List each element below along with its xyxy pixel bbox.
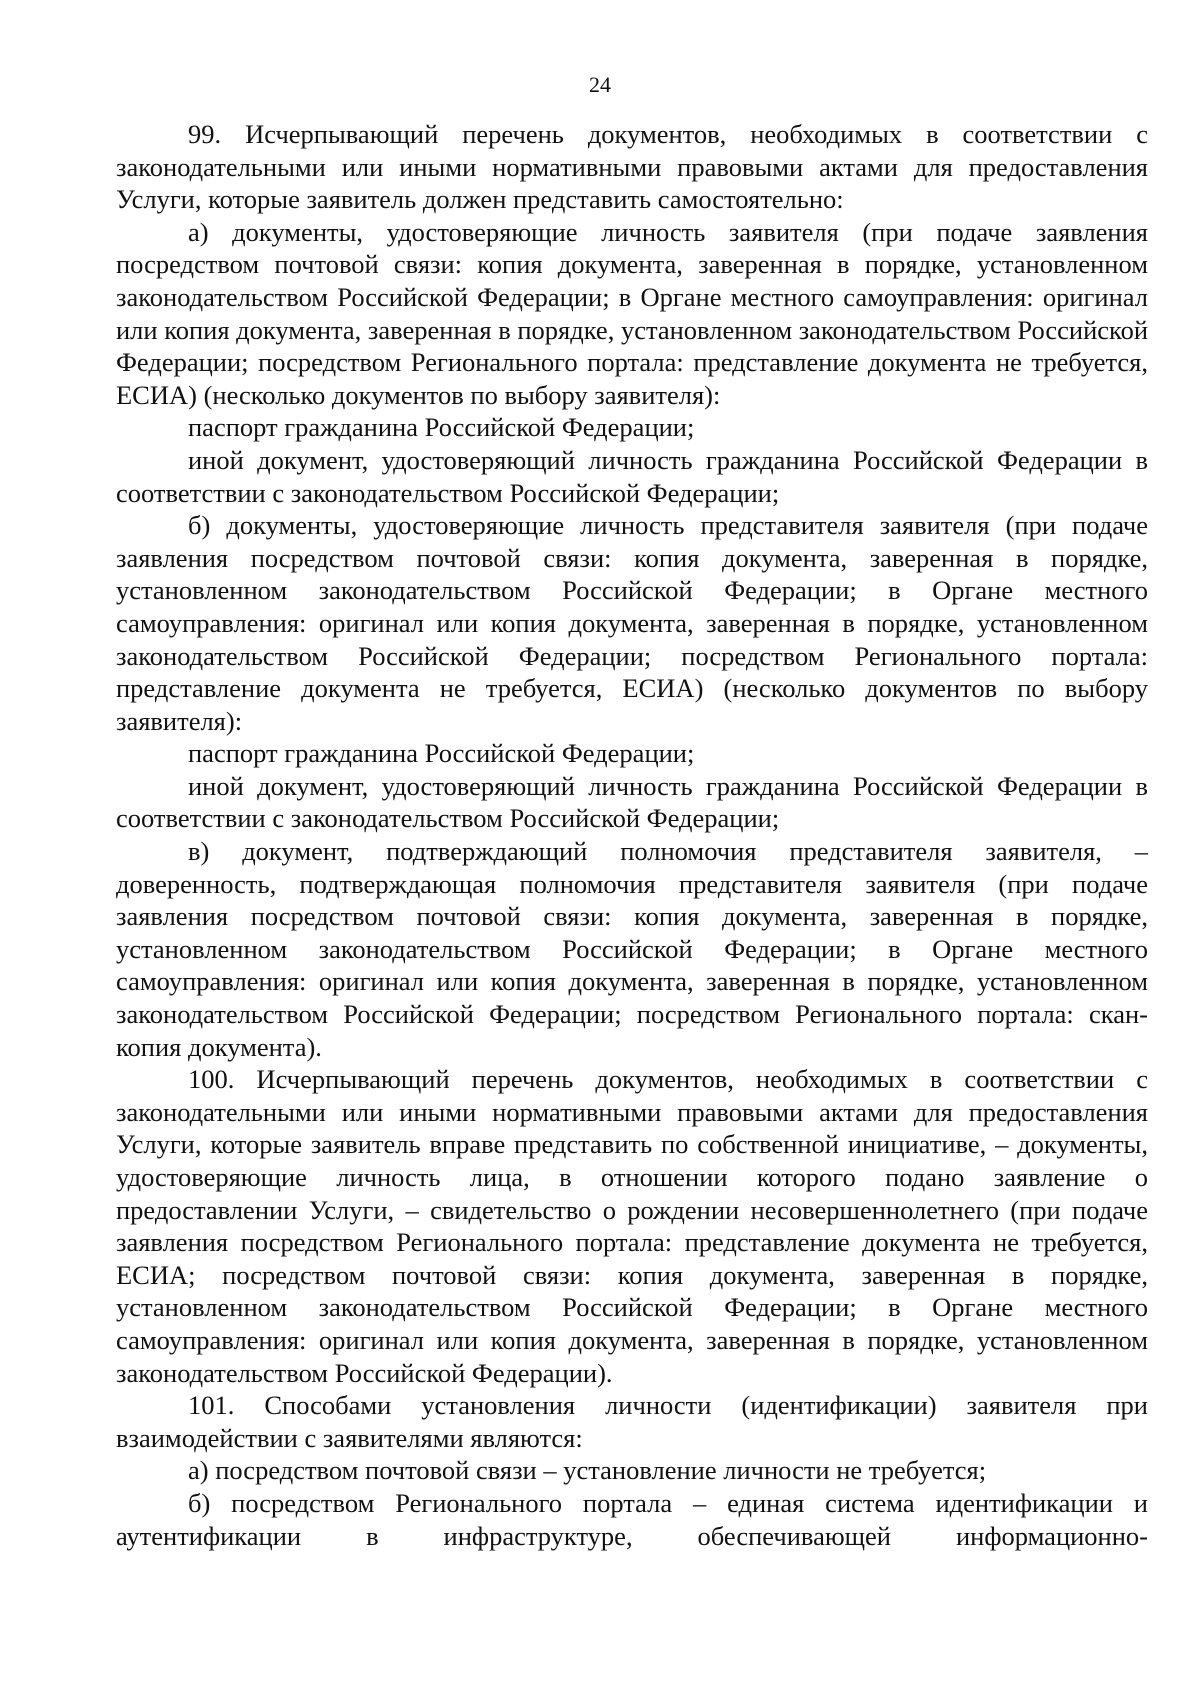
paragraph-99-item-b-other-document: иной документ, удостоверяющий личность гражданина Российской Федерации в соответствии с законодательством Российской Федерации; [116,770,1148,834]
document-body [116,118,1148,1552]
paragraph-99: 99. Исчерпывающий перечень документов, необходимых в соответствии с законодательными или иными нормативными правовыми актами для предоставления Услуги, которые заявитель должен представить самостоятельно: [116,119,1148,215]
page-number: 24 [589,72,611,97]
paragraph-99-item-b: б) документы, удостоверяющие личность представителя заявителя (при подаче заявления посредством почтовой связи: копия документа, заверенная в порядке, установленном законодательством Российской Федерации; в Органе местного самоуправления: оригинал или копия документа, заверенная в порядке, установленном законодательством Российской Федерации; посредством Регионального портала: представление документа не требуется, ЕСИА) (несколько документов по выбору заявителя): [116,510,1148,736]
paragraph-99-item-a-other-document: иной документ, удостоверяющий личность гражданина Российской Федерации в соответствии с законодательством Российской Федерации; [116,444,1148,508]
paragraph-99-item-b-passport: паспорт гражданина Российской Федерации; [188,738,695,769]
paragraph-99-item-a: а) документы, удостоверяющие личность заявителя (при подаче заявления посредством почтовой связи: копия документа, заверенная в порядке, установленном законодательством Российской Федерации; в Органе местного самоуправления: оригинал или копия документа, заверенная в порядке, установленном законодательством Российской Федерации; посредством Регионального портала: представление документа не требуется, ЕСИА) (несколько документов по выбору заявителя): [116,216,1149,410]
paragraph-100: 100. Исчерпывающий перечень документов, необходимых в соответствии с законодательными или иными нормативными правовыми актами для предоставления Услуги, которые заявитель вправе представить по собственной инициативе, – документы, удостоверяющие личность лица, в отношении которого подано заявление о предоставлении Услуги, – свидетельство о рождении несовершеннолетнего (при подаче заявления посредством Регионального портала: представление документа не требуется, ЕСИА; посредством почтовой связи: копия документа, заверенная в порядке, установленном законодательством Российской Федерации; в Органе местного самоуправления: оригинал или копия документа, заверенная в порядке, установленном законодательством Российской Федерации). [116,1064,1148,1388]
paragraph-101-item-a: а) посредством почтовой связи – установление личности не требуется; [188,1455,987,1486]
paragraph-99-item-v: в) документ, подтверждающий полномочия представителя заявителя, – доверенность, подтверждающая полномочия представителя заявителя (при подаче заявления посредством почтовой связи: копия документа, заверенная в порядке, установленном законодательством Российской Федерации; в Органе местного самоуправления: оригинал или копия документа, заверенная в порядке, установленном законодательством Российской Федерации; посредством Регионального портала: скан-копия документа). [116,836,1148,1062]
paragraph-101: 101. Способами установления личности (идентификации) заявителя при взаимодействии с заявителями являются: [116,1390,1148,1453]
paragraph-101-item-b: б) посредством Регионального портала – единая система идентификации и аутентификации в инфраструктуре, обеспечивающей информационно- [116,1487,1148,1551]
paragraph-99-item-a-passport: паспорт гражданина Российской Федерации; [188,412,695,443]
